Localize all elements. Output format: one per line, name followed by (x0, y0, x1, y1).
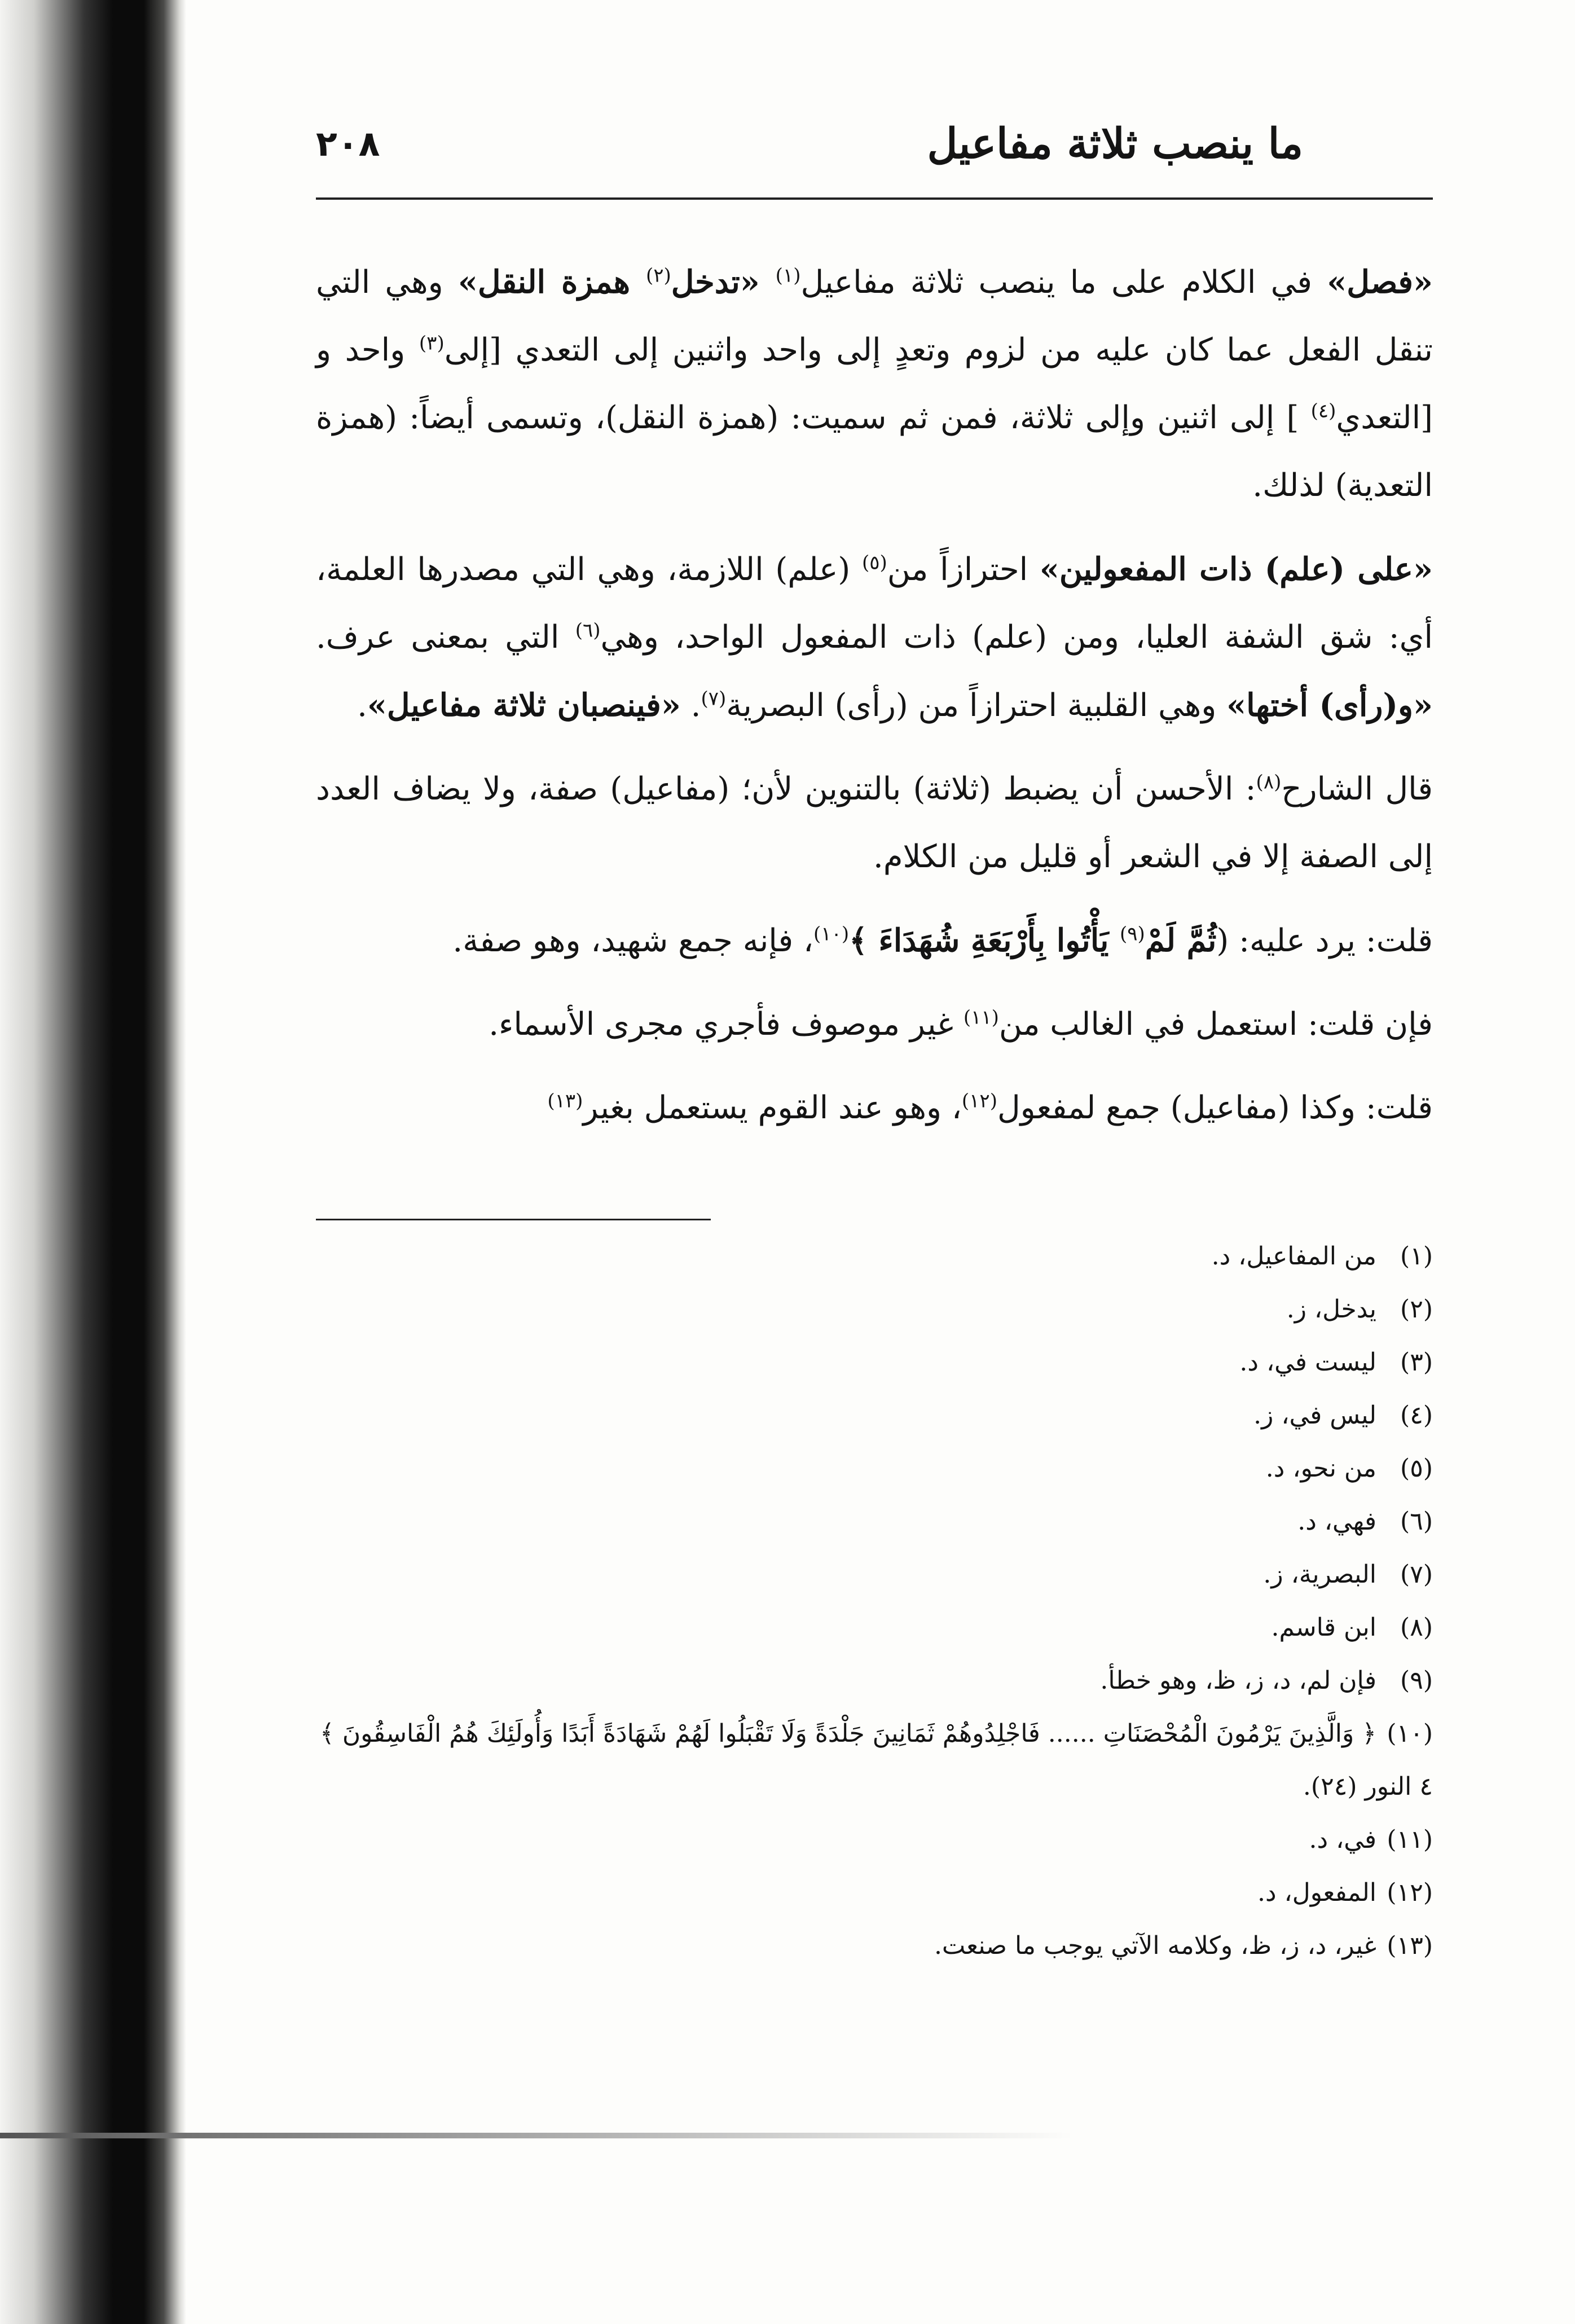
footnote-number: (٨) (1400, 1613, 1433, 1642)
footnote-ref: (٥) (861, 551, 887, 574)
footnote (316, 1442, 1433, 1495)
footnote-text: في، د. (1309, 1825, 1376, 1854)
bold-term: «على (علم) ذات المفعولين» (1039, 551, 1433, 588)
footnote-ref: (١) (775, 264, 801, 287)
footnote-text: ليس في، ز. (1253, 1401, 1376, 1430)
footnote-text: فإن لم، د، ز، ظ، وهو خطأ. (1100, 1666, 1376, 1695)
text-run: ، فإنه جمع شهيد، وهو صفة. (452, 922, 814, 959)
footnote (316, 1230, 1433, 1283)
text-run: قال الشارح (1281, 771, 1433, 807)
footnotes (316, 1230, 1433, 1972)
footnote-number: (١٢) (1387, 1878, 1433, 1907)
text-run: احترازاً من (887, 551, 1040, 588)
book-binding-shadow (0, 0, 186, 2324)
footnote-text: ابن قاسم. (1271, 1613, 1376, 1642)
footnote-ref: (٦) (575, 619, 601, 642)
footnote-number: (١١) (1387, 1825, 1433, 1854)
header-divider (316, 197, 1433, 200)
page-header (316, 113, 1433, 181)
footnote-text: من نحو، د. (1265, 1454, 1376, 1483)
paragraph-1 (316, 248, 1433, 520)
footnote-number: (٩) (1400, 1666, 1433, 1695)
footnote-number: (٣) (1400, 1348, 1433, 1377)
footnote (316, 1548, 1433, 1601)
quran-quote: ثُمَّ لَمْ (1145, 922, 1217, 959)
bold-term: «تدخل (671, 263, 776, 301)
text-run: قلت: يرد عليه: ( (1216, 922, 1433, 959)
footnote-ref: (١٣) (547, 1089, 583, 1113)
text-run: غير موصوف فأجري مجرى الأسماء. (489, 1006, 964, 1043)
footnote-number: (١٣) (1387, 1931, 1433, 1960)
text-run: (علم) اللازمة، وهي التي مصدرها العلمة، أي: شق الشفة العليا، ومن (علم) ذات المفعول الواحد، وهي (316, 551, 1433, 656)
footnote (316, 1283, 1433, 1336)
footnote-text: البصرية، ز. (1263, 1560, 1376, 1589)
footnote-ref: (٤) (1310, 399, 1336, 423)
footnote-text: فهي، د. (1297, 1507, 1376, 1536)
text-run: واحد و [التعدي (316, 332, 1433, 436)
paragraph-5 (316, 991, 1433, 1058)
footnote (316, 1389, 1433, 1442)
footnote-ref: (٩) (1119, 922, 1145, 946)
footnote-number: (٢) (1400, 1295, 1433, 1324)
footnote-ref: (٧) (701, 687, 727, 710)
footnote-number: (٥) (1400, 1454, 1433, 1483)
paragraph-6 (316, 1074, 1433, 1142)
text-run: وهي القلبية احترازاً من (رأى) البصرية (726, 687, 1227, 724)
footnote-divider (316, 1219, 711, 1220)
bold-term: همزة النقل» (457, 263, 646, 301)
text-run: التي بمعنى عرف. (316, 619, 575, 656)
paragraph-2 (316, 535, 1433, 740)
text-run: قلت: وكذا (مفاعيل) جمع لمفعول (997, 1089, 1433, 1126)
footnote-text: من المفاعيل، د. (1211, 1242, 1376, 1271)
footnote-number: (٦) (1400, 1507, 1433, 1536)
footnote-ref: (١٠) (813, 922, 850, 946)
footnote-number: (١) (1400, 1242, 1433, 1271)
footnote (316, 1866, 1433, 1919)
text-run: ] إلى اثنين وإلى ثلاثة، فمن ثم سميت: (همزة النقل)، وتسمى أيضاً: (همزة التعدية) لذلك. (316, 399, 1433, 504)
footnote-ref: (١٢) (961, 1089, 997, 1113)
footnote-ref: (٣) (419, 332, 445, 355)
footnote-text: غير، د، ز، ظ، وكلامه الآتي يوجب ما صنعت. (934, 1931, 1376, 1960)
footnote (316, 1495, 1433, 1548)
text-run: ، وهو عند القوم يستعمل بغير (583, 1089, 962, 1126)
footnote-text: يدخل، ز. (1286, 1295, 1376, 1324)
footnote-text: ليست في، د. (1239, 1348, 1376, 1377)
text-run: . (680, 687, 701, 724)
bold-term: «و(رأى) أختها» (1226, 687, 1433, 724)
footnote-text: المفعول، د. (1257, 1878, 1376, 1907)
footnote (316, 1601, 1433, 1654)
footnote-ref: (١١) (963, 1006, 999, 1029)
text-run: فإن قلت: استعمل في الغالب من (998, 1006, 1433, 1043)
footnote-number: (٧) (1400, 1560, 1433, 1589)
footnote-ref: (٨) (1256, 771, 1282, 794)
text-run: في الكلام على ما ينصب ثلاثة مفاعيل (800, 264, 1327, 301)
footnote-number: (١٠) (1387, 1719, 1433, 1748)
footnote (316, 1654, 1433, 1707)
footnote (316, 1813, 1433, 1866)
paragraph-4 (316, 907, 1433, 975)
footnote (316, 1707, 1433, 1813)
bold-term: «فصل» (1327, 263, 1433, 301)
page-number: ٢٠٨ (316, 123, 380, 164)
footnote-ref: (٢) (645, 264, 671, 287)
quran-quote: يَأْتُوا بِأَرْبَعَةِ شُهَدَاءَ ﴾ (849, 922, 1120, 959)
footnote-number: (٤) (1400, 1401, 1433, 1430)
footnote (316, 1336, 1433, 1389)
text-run: وهي التي تنقل الفعل عما كان عليه من لزوم وتعدٍ إلى واحد واثنين إلى التعدي [إلى (316, 264, 1433, 368)
text-run: . (357, 687, 367, 724)
book-page (316, 102, 1433, 2189)
paragraph-3 (316, 755, 1433, 891)
page-title: ما ينصب ثلاثة مفاعيل (927, 120, 1303, 168)
footnote (316, 1919, 1433, 1972)
bold-term: «فينصبان ثلاثة مفاعيل» (367, 687, 681, 724)
footnote-text: ﴿ وَالَّذِينَ يَرْمُونَ الْمُحْصَنَاتِ ...... فَاجْلِدُوهُمْ ثَمَانِينَ جَلْدَةً وَلَا تَقْبَلُوا لَهُمْ شَهَادَةً أَبَدًا وَأُولَئِكَ هُمُ الْفَاسِقُونَ ﴾ ٤ النور (٢٤). (320, 1719, 1433, 1801)
main-text (316, 248, 1433, 1158)
text-run: : الأحسن أن يضبط (ثلاثة) بالتنوين لأن؛ (مفاعيل) صفة، ولا يضاف العدد إلى الصفة إلا في الشعر أو قليل من الكلام. (316, 771, 1433, 875)
